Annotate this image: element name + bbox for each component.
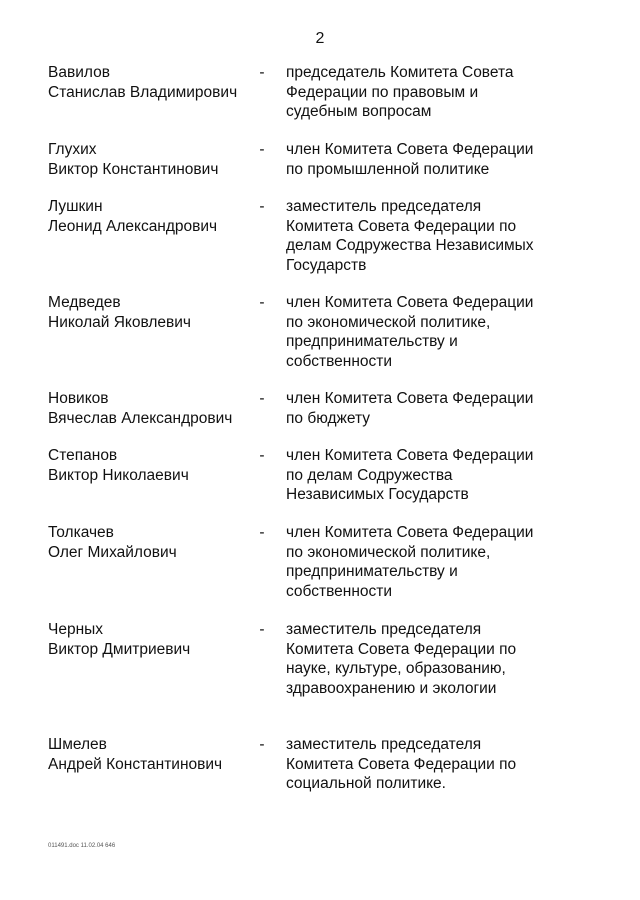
member-name <box>48 620 248 659</box>
role-line: член Комитета Совета Федерации <box>286 390 534 407</box>
member-role <box>286 446 586 505</box>
member-surname: Толкачев <box>48 524 114 541</box>
member-surname: Новиков <box>48 390 109 407</box>
member-surname: Степанов <box>48 447 118 464</box>
member-given-name: Станислав Владимирович <box>48 83 238 101</box>
role-line: по делам Содружества <box>286 466 453 484</box>
role-line: Государств <box>286 256 367 274</box>
member-given-name: Леонид Александрович <box>48 217 218 235</box>
member-role <box>286 293 586 371</box>
member-surname: Вавилов <box>48 64 110 81</box>
member-role <box>286 197 586 275</box>
role-line: по промышленной политике <box>286 160 490 178</box>
role-line: член Комитета Совета Федерации <box>286 447 534 464</box>
member-surname: Черных <box>48 621 104 638</box>
separator-dash: - <box>259 141 265 158</box>
role-line: по бюджету <box>286 409 371 427</box>
member-name <box>48 446 248 485</box>
member-given-name: Олег Михайлович <box>48 543 177 561</box>
member-role <box>286 523 586 601</box>
member-surname: Медведев <box>48 294 121 311</box>
member-name <box>48 293 248 332</box>
role-line: делам Содружества Независимых <box>286 237 534 254</box>
member-name <box>48 735 248 774</box>
role-line: предпринимательству и <box>286 333 458 350</box>
member-role <box>286 389 586 428</box>
separator-dash: - <box>259 198 265 215</box>
member-name <box>48 197 248 236</box>
separator-dash: - <box>259 447 265 464</box>
member-surname: Лушкин <box>48 198 103 215</box>
role-line: председатель Комитета Совета <box>286 64 514 81</box>
role-line: по экономической политике, <box>286 313 491 331</box>
separator-dash: - <box>259 736 265 753</box>
role-line: собственности <box>286 582 393 600</box>
member-given-name: Виктор Николаевич <box>48 466 189 484</box>
role-line: собственности <box>286 352 393 370</box>
role-line: Комитета Совета Федерации по <box>286 217 517 235</box>
role-line: Независимых Государств <box>286 486 469 503</box>
separator-dash: - <box>259 621 265 638</box>
separator-dash: - <box>259 294 265 311</box>
member-role <box>286 140 586 179</box>
member-surname: Глухих <box>48 141 97 158</box>
role-line: здравоохранению и экологии <box>286 679 497 697</box>
role-line: член Комитета Совета Федерации <box>286 141 534 158</box>
member-given-name: Виктор Дмитриевич <box>48 640 191 658</box>
role-line: Федерации по правовым и <box>286 83 479 101</box>
member-role <box>286 620 586 698</box>
role-line: предпринимательству и <box>286 563 458 580</box>
role-line: Комитета Совета Федерации по <box>286 640 517 658</box>
role-line: Комитета Совета Федерации по <box>286 755 517 773</box>
document-footer: 011491.doc 11.02.04 646 <box>48 843 116 849</box>
separator-dash: - <box>259 524 265 541</box>
member-surname: Шмелев <box>48 736 107 753</box>
member-name <box>48 63 248 102</box>
role-line: член Комитета Совета Федерации <box>286 294 534 311</box>
role-line: социальной политике. <box>286 775 446 792</box>
role-line: заместитель председателя <box>286 736 482 753</box>
member-name <box>48 140 248 179</box>
member-name <box>48 389 248 428</box>
separator-dash: - <box>259 64 265 81</box>
role-line: член Комитета Совета Федерации <box>286 524 534 541</box>
member-role <box>286 63 586 122</box>
member-name <box>48 523 248 562</box>
member-given-name: Андрей Константинович <box>48 755 223 773</box>
separator-dash: - <box>259 390 265 407</box>
member-given-name: Виктор Константинович <box>48 160 219 178</box>
role-line: заместитель председателя <box>286 621 482 638</box>
role-line: по экономической политике, <box>286 543 491 561</box>
member-role <box>286 735 586 794</box>
member-given-name: Вячеслав Александрович <box>48 409 233 427</box>
role-line: заместитель председателя <box>286 198 482 215</box>
member-given-name: Николай Яковлевич <box>48 313 191 331</box>
role-line: судебным вопросам <box>286 103 432 120</box>
role-line: науке, культуре, образованию, <box>286 660 506 677</box>
page-number: 2 <box>315 30 325 47</box>
